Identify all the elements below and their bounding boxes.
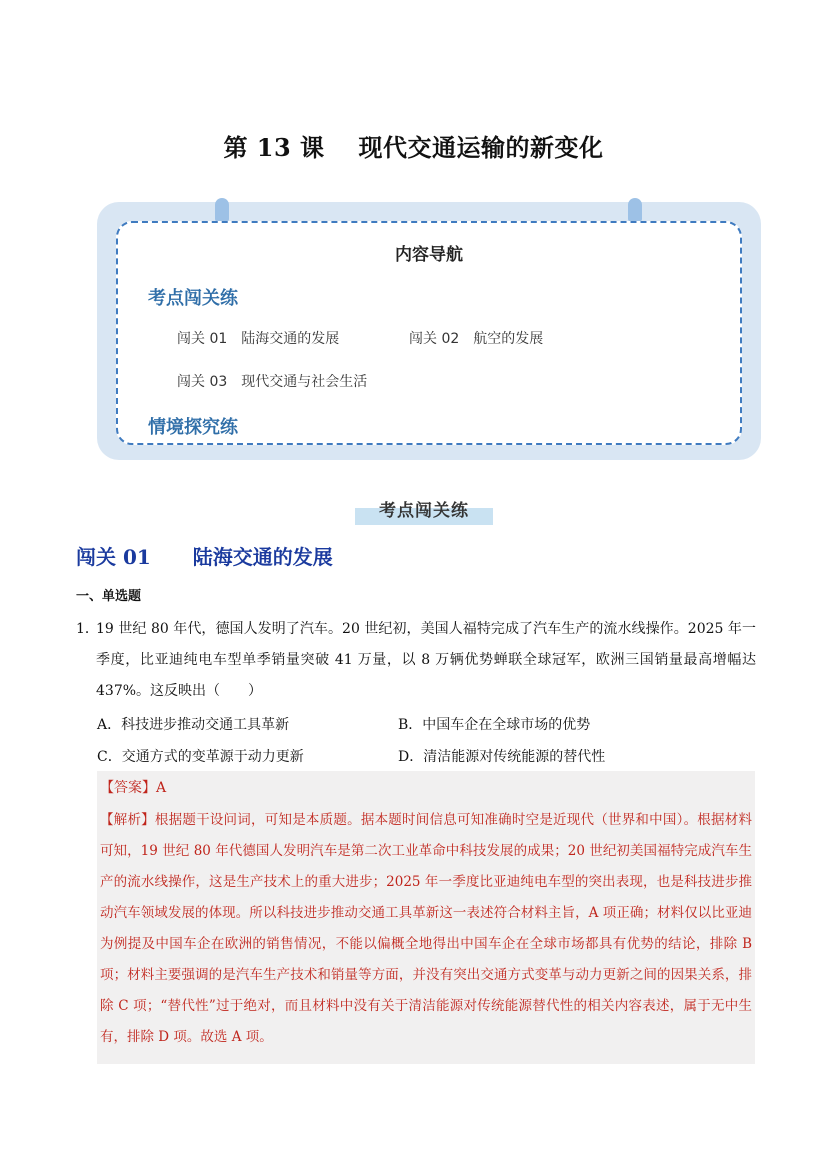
lesson-number: 第 13 课 [223,133,325,162]
nav-item-level-03[interactable] [177,371,367,391]
analysis: 【解析】根据题干设问词，可知是本质题。据本题时间信息可知准确时空是近现代（世界和中国）。根据材料可知，19 世纪 80 年代德国人发明汽车是第二次工业革命中科技发展的成果；20 世纪初美国福特完成汽车生产的流水线操作，这是生产技术上的重大进步；2025 年一季度比亚迪纯电车型的突出表现，也是科技进步推动汽车领域发展的体现。所以科技进步推动交通工具革新这一表述符合材料主旨，A 项正确；材料仅以比亚迪为例提及中国车企在欧洲的销售情况，不能以偏概全地得出中国车企在全球市场都具有优势的结论，排除 B 项；材料主要强调的是汽车生产技术和销量等方面，并没有突出交通方式变革与动力更新之间的因果关系，排除 C 项；“替代性”过于绝对，而且材料中没有关于清洁能源对传统能源替代性的相关内容表述，属于无中生有，排除 D 项。故选 A 项。 [100,812,752,1045]
nav-item-level-02[interactable] [409,328,543,348]
option-d[interactable]: D．清洁能源对传统能源的替代性 [398,749,606,765]
page-title [0,128,827,163]
option-c[interactable]: C．交通方式的变革源于动力更新 [97,749,304,765]
level-heading [76,541,333,570]
nav-item-label: 陆海交通的发展 [241,331,340,347]
nav-item-number: 闯关 02 [409,331,460,347]
nav-section-exam-points[interactable]: 考点闯关练 [148,288,238,309]
level-number: 闯关 01 [76,545,151,569]
nav-section-scenario[interactable]: 情境探究练 [148,417,238,438]
question-number: 1． [76,621,99,637]
answer: 【答案】A [100,780,167,796]
option-b[interactable]: B．中国车企在全球市场的优势 [398,717,591,733]
nav-item-level-01[interactable] [177,328,339,348]
nav-item-number: 闯关 03 [177,374,228,390]
level-label: 陆海交通的发展 [192,545,333,569]
nav-item-label: 现代交通与社会生活 [241,374,368,390]
question-type-heading: 一、单选题 [76,589,142,604]
pin-right-icon [628,198,642,222]
option-a[interactable]: A．科技进步推动交通工具革新 [97,717,290,733]
nav-item-label: 航空的发展 [473,331,544,347]
question-1 [76,614,756,707]
question-stem: 19 世纪 80 年代，德国人发明了汽车。20 世纪初，美国人福特完成了汽车生产的流水线操作。2025 年一季度，比亚迪纯电车型单季销量突破 41 万量，以 8 万辆优势蝉联全球冠军，欧洲三国销量最高增幅达 437%。这反映出（ ） [96,621,756,699]
lesson-name: 现代交通运输的新变化 [358,133,604,162]
section-banner-title: 考点闯关练 [379,501,469,521]
pin-left-icon [215,198,229,222]
nav-heading: 内容导航 [395,245,463,265]
nav-item-number: 闯关 01 [177,331,228,347]
